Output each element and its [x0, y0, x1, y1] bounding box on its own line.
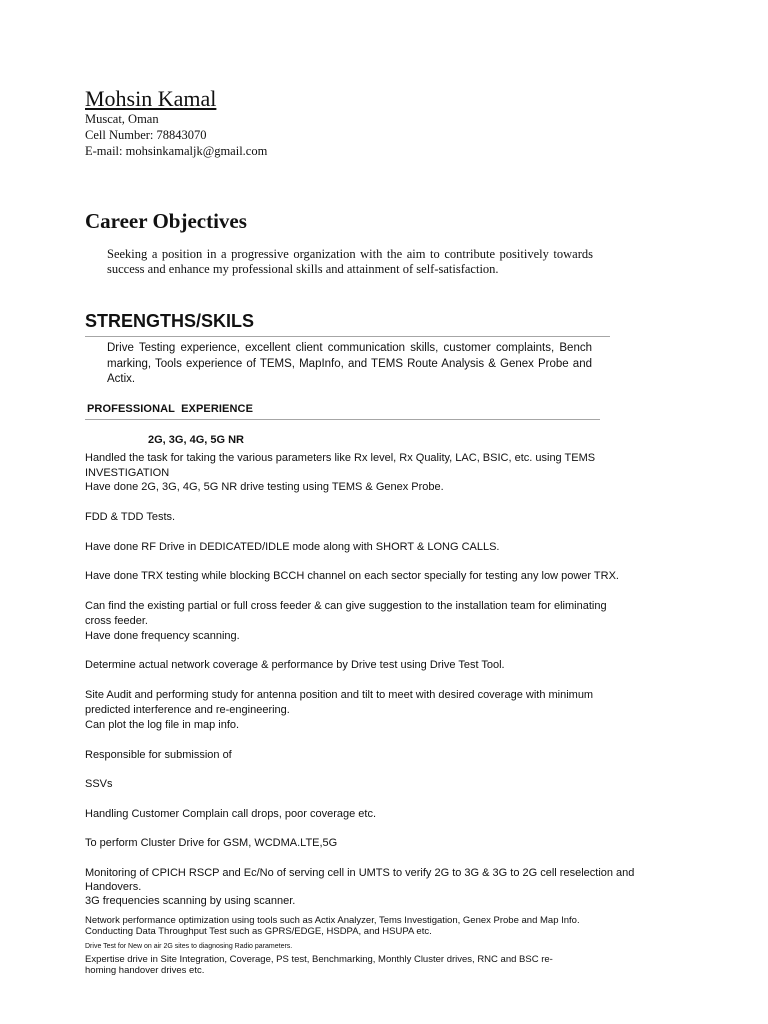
experience-line: Determine actual network coverage & performance by Drive test using Drive Test Tool.	[85, 659, 505, 671]
experience-line: Handling Customer Complain call drops, poor coverage etc.	[85, 808, 377, 820]
experience-line: Handovers.	[85, 881, 142, 893]
experience-line: Conducting Data Throughput Test such as GPRS/EDGE, HSDPA, and HSUPA etc.	[85, 926, 432, 937]
experience-line: Have done frequency scanning.	[85, 630, 240, 642]
section-divider	[85, 336, 610, 337]
experience-line: FDD & TDD Tests.	[85, 511, 176, 523]
experience-line: To perform Cluster Drive for GSM, WCDMA.LTE,5G	[85, 837, 338, 849]
experience-line: 3G frequencies scanning by using scanner.	[85, 895, 296, 907]
career-objectives-heading: Career Objectives	[85, 209, 247, 233]
cell-number: Cell Number: 78843070	[85, 128, 207, 142]
experience-line: Have done TRX testing while blocking BCCH channel on each sector specially for testing any low power TRX.	[85, 570, 619, 582]
technology-subheading: 2G, 3G, 4G, 5G NR	[148, 434, 244, 446]
experience-line: Responsible for submission of	[85, 749, 232, 761]
professional-experience-heading: PROFESSIONAL EXPERIENCE	[87, 403, 254, 415]
experience-line: Can find the existing partial or full cross feeder & can give suggestion to the installation team for eliminating	[85, 600, 607, 612]
experience-line: Expertise drive in Site Integration, Coverage, PS test, Benchmarking, Monthly Cluster drives, RNC and BSC re-	[85, 954, 553, 965]
email: E-mail: mohsinkamaljk@gmail.com	[85, 144, 268, 158]
experience-line: Have done 2G, 3G, 4G, 5G NR drive testing using TEMS & Genex Probe.	[85, 481, 444, 493]
experience-line: Monitoring of CPICH RSCP and Ec/No of serving cell in UMTS to verify 2G to 3G & 3G to 2G cell reselection and	[85, 867, 635, 879]
career-objectives-text: Seeking a position in a progressive organization with the aim to contribute positively towards success and enhance my professional skills and attainment of self-satisfaction.	[107, 247, 593, 276]
experience-line: homing handover drives etc.	[85, 965, 205, 976]
strengths-text: Drive Testing experience, excellent client communication skills, customer complaints, Bench marking, Tools experience of TEMS, MapInfo, and TEMS Route Analysis & Genex Probe and Actix.	[107, 342, 592, 385]
experience-line: INVESTIGATION	[85, 467, 170, 479]
location: Muscat, Oman	[85, 112, 159, 126]
strengths-heading: STRENGTHS/SKILS	[85, 311, 255, 331]
experience-line: predicted interference and re-engineering.	[85, 704, 290, 716]
experience-line: cross feeder.	[85, 615, 148, 627]
experience-line: SSVs	[85, 778, 113, 790]
section-divider	[85, 419, 600, 420]
contact-block	[85, 111, 267, 159]
experience-line: Site Audit and performing study for antenna position and tilt to meet with desired coverage with minimum	[85, 689, 594, 701]
experience-line: Have done RF Drive in DEDICATED/IDLE mode along with SHORT & LONG CALLS.	[85, 541, 500, 553]
experience-line: Network performance optimization using tools such as Actix Analyzer, Tems Investigation, Genex Probe and Map Info.	[85, 915, 580, 926]
experience-line: Handled the task for taking the various parameters like Rx level, Rx Quality, LAC, BSIC, etc. using TEMS	[85, 452, 596, 464]
candidate-name: Mohsin Kamal	[85, 86, 217, 111]
experience-line: Drive Test for New on air 2G sites to diagnosing Radio parameters.	[85, 943, 293, 950]
experience-line: Can plot the log file in map info.	[85, 719, 240, 731]
